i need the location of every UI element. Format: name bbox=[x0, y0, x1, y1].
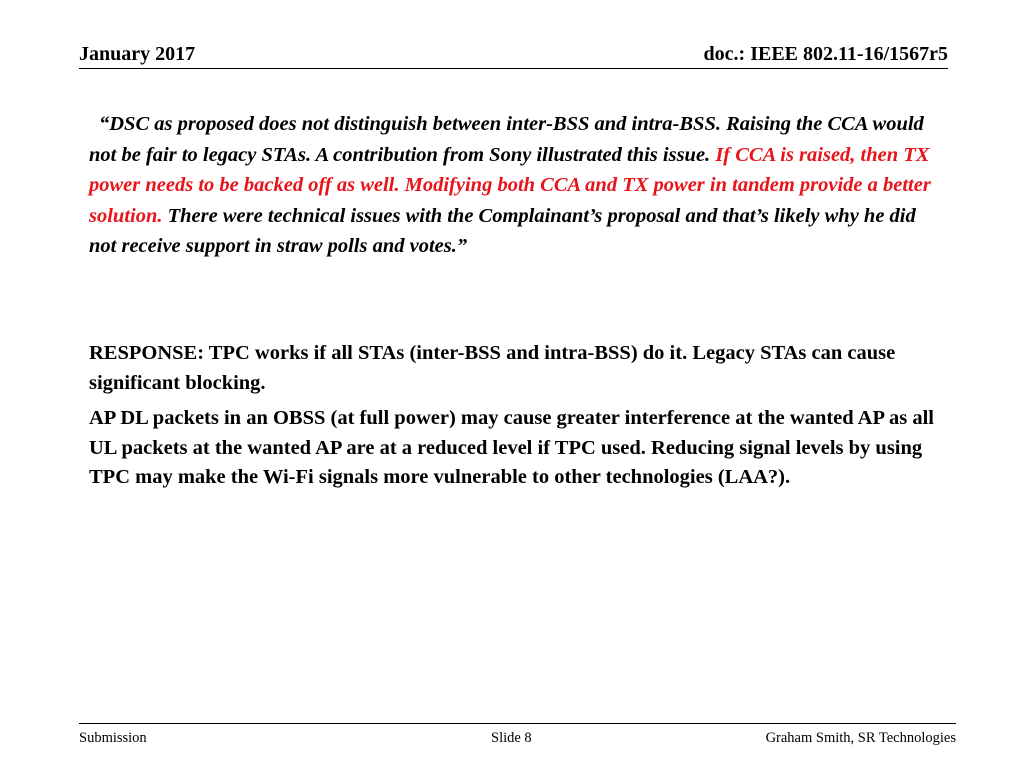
header-date: January 2017 bbox=[79, 43, 196, 65]
quote-text-part1: “DSC as proposed does not distinguish between inter-BSS and intra-BSS. Raising the CCA would not be fair to legacy STAs. A contribution from Sony illustrated this issue. bbox=[89, 113, 924, 166]
slide-header bbox=[79, 40, 948, 69]
header-doc-id: doc.: IEEE 802.11-16/1567r5 bbox=[703, 43, 948, 65]
quote-block bbox=[89, 109, 939, 262]
footer-author: Graham Smith, SR Technologies bbox=[765, 730, 956, 746]
quote-text-part2: There were technical issues with the Complainant’s proposal and that’s likely why he did not receive support in straw polls and votes.” bbox=[89, 204, 916, 258]
quote-highlight: If CCA is raised, then TX power needs to be backed off as well. Modifying both CCA and TX power in tandem provide a better solution. bbox=[89, 143, 931, 227]
response-paragraph-2: AP DL packets in an OBSS (at full power) may cause greater interference at the wanted AP as all UL packets at the wanted AP are at a reduced level if TPC used. Reducing signal levels by using TPC may make the Wi-Fi signals more vulnerable to other technologies (LAA?). bbox=[89, 407, 934, 488]
footer-slide-number: Slide 8 bbox=[491, 730, 532, 746]
response-paragraph-1: RESPONSE: TPC works if all STAs (inter-BSS and intra-BSS) do it. Legacy STAs can cause significant blocking. bbox=[89, 342, 896, 394]
response-block bbox=[89, 339, 939, 493]
footer-submission: Submission bbox=[79, 730, 147, 746]
slide-footer bbox=[79, 723, 956, 751]
